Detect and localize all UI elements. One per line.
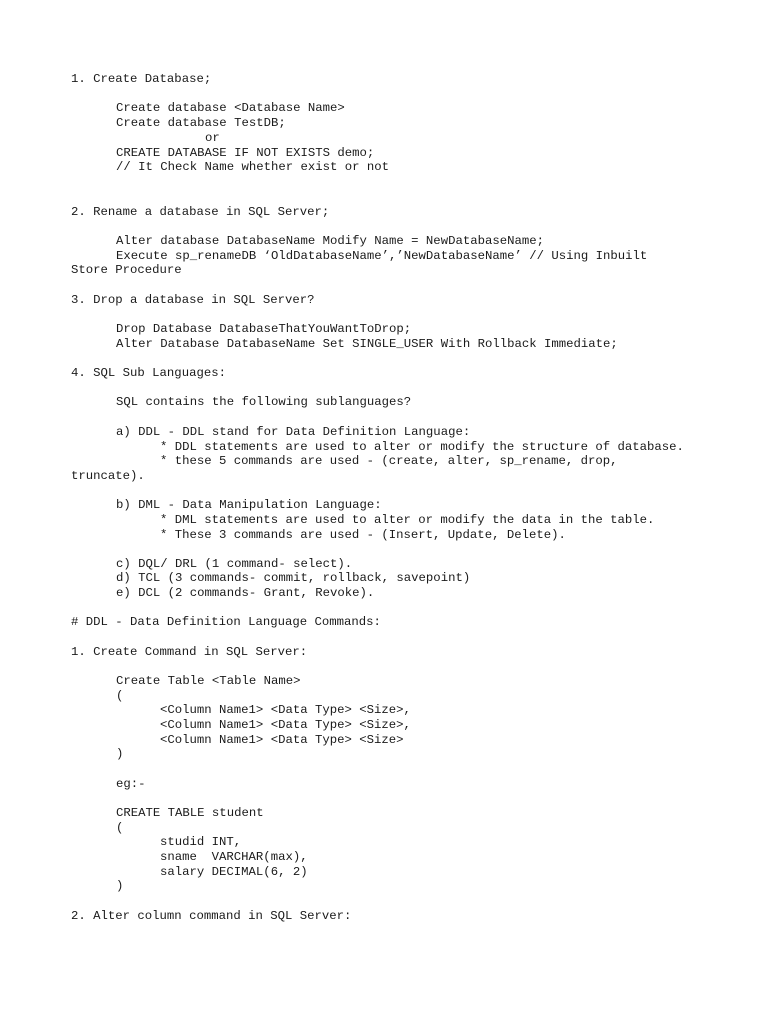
heading-create-command: 1. Create Command in SQL Server: [71,645,308,659]
bullet-item-continuation: truncate). [71,469,145,483]
code-line: <Column Name1> <Data Type> <Size>, [160,718,411,732]
code-line: <Column Name1> <Data Type> <Size>, [160,703,411,717]
code-line: Create Table <Table Name> [116,674,301,688]
code-line: Store Procedure [71,263,182,277]
code-line: sname VARCHAR(max), [160,850,308,864]
text-line: SQL contains the following sublanguages? [116,395,412,409]
heading-create-database: 1. Create Database; [71,72,212,86]
code-line: ( [116,689,124,703]
code-line: Create database <Database Name> [116,101,345,115]
heading-rename-database: 2. Rename a database in SQL Server; [71,205,330,219]
list-item-dml: b) DML - Data Manipulation Language: [116,498,382,512]
code-line: Alter Database DatabaseName Set SINGLE_USER With Rollback Immediate; [116,337,618,351]
list-item-dcl: e) DCL (2 commands- Grant, Revoke). [116,586,375,600]
code-line: CREATE TABLE student [116,806,264,820]
heading-alter-column: 2. Alter column command in SQL Server: [71,909,352,923]
code-line: <Column Name1> <Data Type> <Size> [160,733,404,747]
code-comment: // It Check Name whether exist or not [116,160,390,174]
code-line: ) [116,747,124,761]
heading-sql-sub-languages: 4. SQL Sub Languages: [71,366,226,380]
bullet-item: * DML statements are used to alter or modify the data in the table. [160,513,655,527]
code-line: CREATE DATABASE IF NOT EXISTS demo; [116,146,375,160]
code-line: Create database TestDB; [116,116,286,130]
code-line: ) [116,879,124,893]
list-item-tcl: d) TCL (3 commands- commit, rollback, savepoint) [116,571,471,585]
bullet-item: * These 3 commands are used - (Insert, Update, Delete). [160,528,566,542]
code-line: Alter database DatabaseName Modify Name = NewDatabaseName; [116,234,545,248]
code-line: salary DECIMAL(6, 2) [160,865,308,879]
bullet-item: * DDL statements are used to alter or modify the structure of database. [160,440,684,454]
code-line: studid INT, [160,835,242,849]
bullet-item: * these 5 commands are used - (create, alter, sp_rename, drop, [160,454,618,468]
code-line: or [205,131,220,145]
code-line: Drop Database DatabaseThatYouWantToDrop; [116,322,412,336]
code-line: ( [116,821,124,835]
section-heading-ddl-commands: # DDL - Data Definition Language Commands: [71,615,381,629]
code-line: Execute sp_renameDB ‘OldDatabaseName’,’NewDatabaseName’ // Using Inbuilt [116,249,648,263]
list-item-ddl: a) DDL - DDL stand for Data Definition Language: [116,425,471,439]
heading-drop-database: 3. Drop a database in SQL Server? [71,293,315,307]
list-item-dql: c) DQL/ DRL (1 command- select). [116,557,353,571]
example-label: eg:- [116,777,146,791]
